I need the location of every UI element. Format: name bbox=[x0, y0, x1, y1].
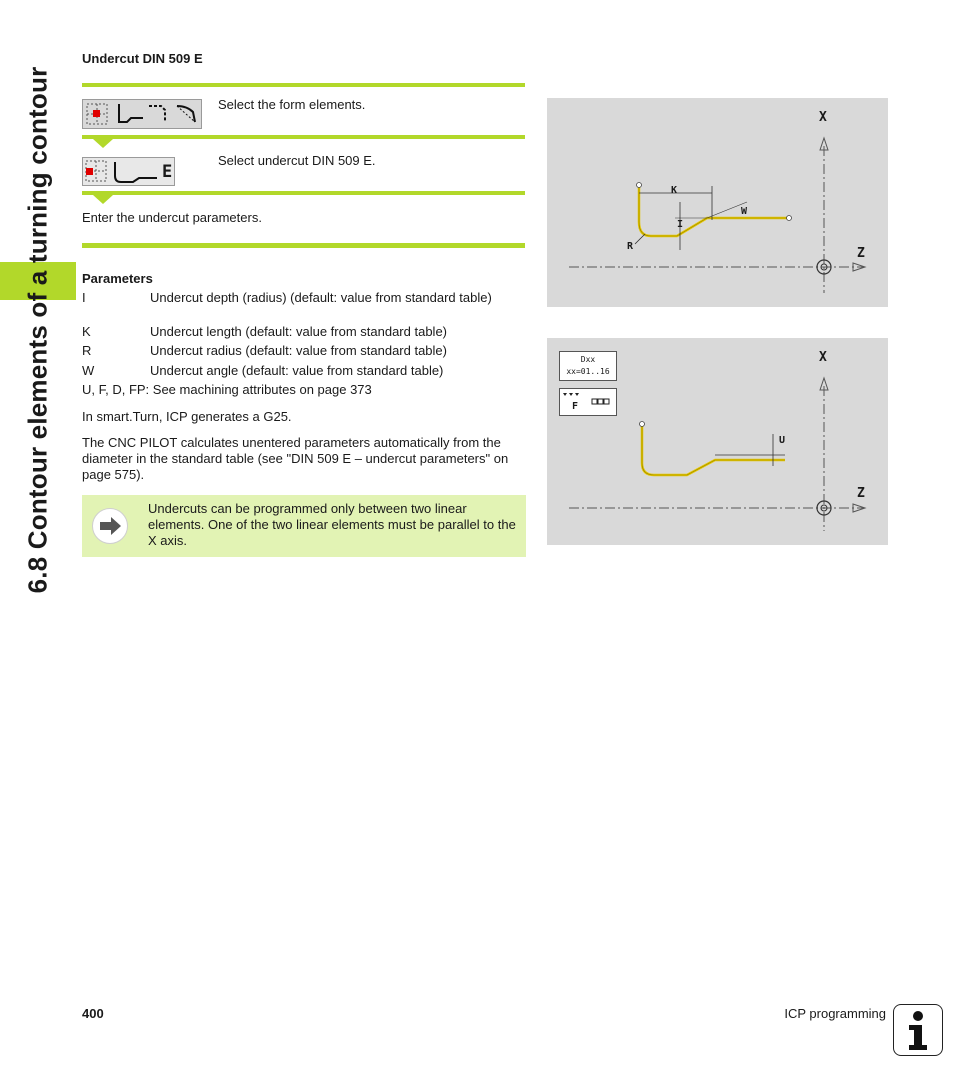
d-parameter-line1: Dxx bbox=[580, 355, 596, 364]
step-2-text: Select undercut DIN 509 E. bbox=[218, 153, 376, 168]
page-number: 400 bbox=[82, 1006, 104, 1021]
step-arrow bbox=[93, 139, 113, 148]
dim-label-w: W bbox=[741, 206, 748, 217]
undercut-machining-figure bbox=[547, 338, 888, 545]
f-parameter-box bbox=[559, 388, 617, 416]
chapter-title: 6.8 Contour elements of a turning contour bbox=[22, 66, 53, 594]
calculation-text: The CNC PILOT calculates unentered parameters automatically from the diameter in the standard table (see "DIN 509 E – undercut parameters" on page 575). bbox=[82, 435, 509, 482]
feed-icon bbox=[560, 389, 616, 415]
parameters-title: Parameters bbox=[82, 271, 153, 286]
parameter-key: W bbox=[82, 363, 95, 378]
footer-section-name: ICP programming bbox=[784, 1006, 886, 1021]
arrow-right-icon bbox=[92, 508, 128, 544]
divider-rule bbox=[82, 83, 525, 87]
axis-z-label: Z bbox=[857, 246, 865, 261]
divider-rule bbox=[82, 243, 525, 248]
parameter-desc: Undercut depth (radius) (default: value from standard table) bbox=[150, 290, 492, 305]
step-arrow bbox=[93, 195, 113, 204]
undercut-din509e-softkey-icon bbox=[82, 157, 175, 186]
d-parameter-box bbox=[559, 351, 617, 381]
dim-label-r: R bbox=[627, 241, 634, 252]
chapter-sidebar bbox=[0, 0, 76, 1091]
dim-label-k: K bbox=[671, 185, 678, 196]
parameter-desc: Undercut length (default: value from standard table) bbox=[150, 324, 448, 339]
note-text: Undercuts can be programmed only between two linear elements. One of the two linear elements must be parallel to the X axis. bbox=[148, 501, 516, 548]
d-parameter-line2: xx=01..16 bbox=[566, 367, 610, 376]
step-1-text: Select the form elements. bbox=[218, 97, 366, 112]
parameter-key: R bbox=[82, 343, 92, 358]
softkey-letter: E bbox=[162, 162, 173, 182]
info-icon bbox=[893, 1004, 943, 1056]
parameter-key: I bbox=[82, 290, 86, 305]
parameter-desc: Undercut radius (default: value from standard table) bbox=[150, 343, 447, 358]
dim-label-u: U bbox=[779, 435, 786, 446]
f-parameter-label: F bbox=[572, 401, 579, 412]
parameter-desc: Undercut angle (default: value from standard table) bbox=[150, 363, 444, 378]
axis-x-label: X bbox=[819, 110, 827, 125]
smart-turn-text: In smart.Turn, ICP generates a G25. bbox=[82, 409, 292, 424]
parameter-row bbox=[82, 290, 522, 322]
axis-z-label: Z bbox=[857, 486, 865, 501]
divider-rule bbox=[82, 191, 525, 195]
undercut-parameter-figure bbox=[547, 98, 888, 307]
axis-x-label: X bbox=[819, 350, 827, 365]
machining-attributes-text: U, F, D, FP: See machining attributes on page 373 bbox=[82, 382, 372, 397]
note-box bbox=[82, 495, 526, 557]
form-elements-softkey-icon bbox=[82, 99, 202, 129]
parameter-key: K bbox=[82, 324, 91, 339]
section-heading: Undercut DIN 509 E bbox=[82, 51, 203, 66]
divider-rule bbox=[82, 135, 525, 139]
enter-parameters-text: Enter the undercut parameters. bbox=[82, 210, 262, 225]
dim-label-i: I bbox=[677, 219, 684, 230]
